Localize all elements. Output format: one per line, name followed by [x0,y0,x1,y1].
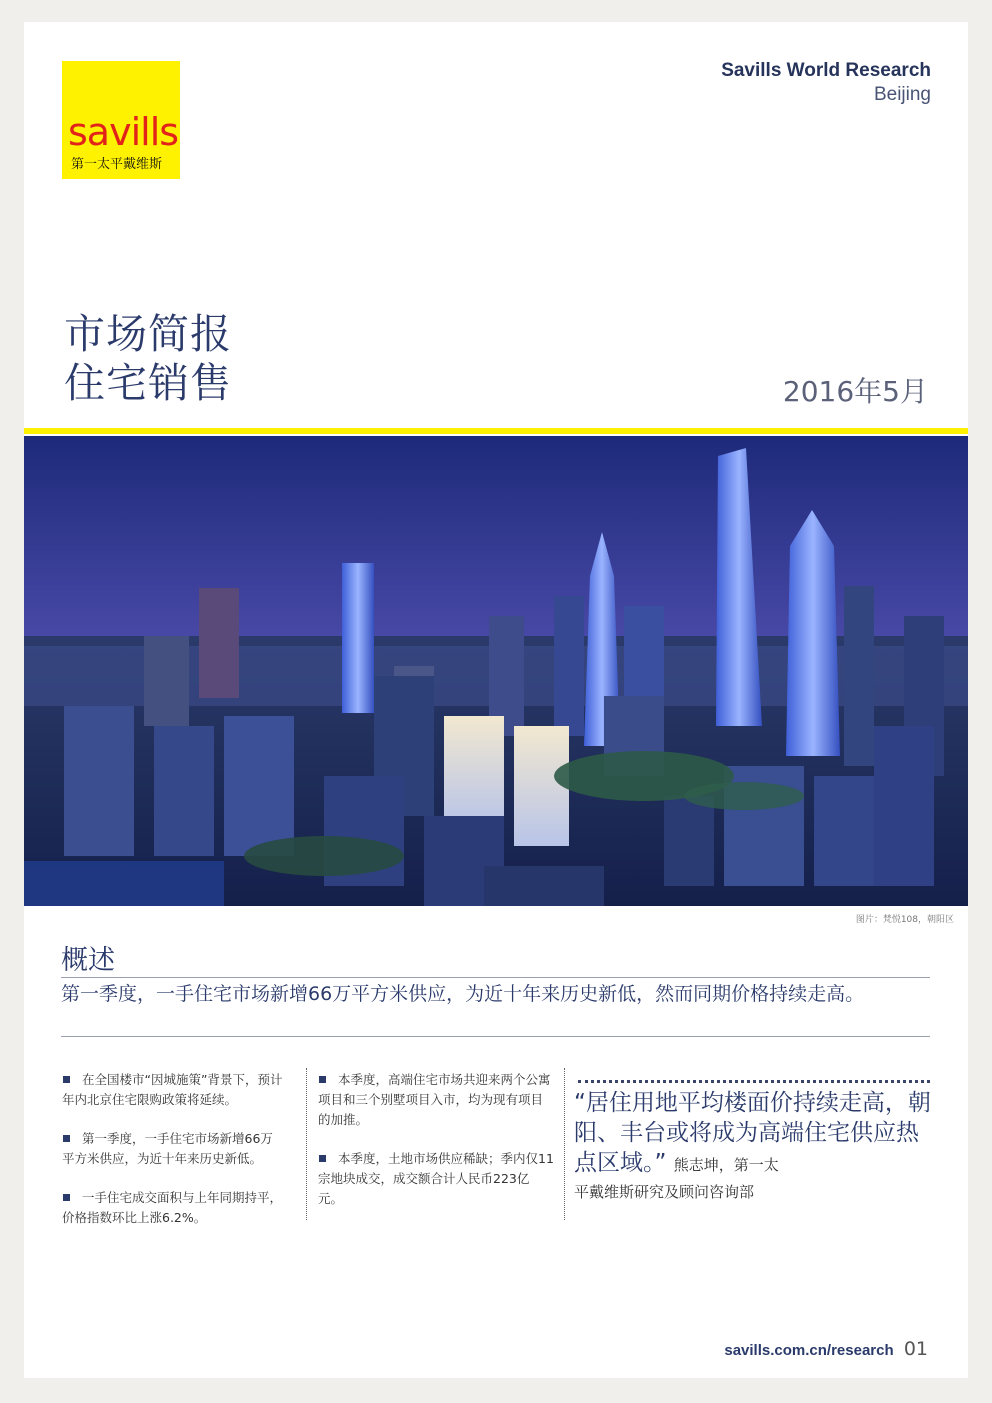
bullet-item: 本季度，土地市场供应稀缺；季内仅11宗地块成交，成交额合计人民币223亿元。 [318,1151,554,1206]
bullet-square-icon [319,1076,326,1083]
overview-heading: 概述 [61,945,115,976]
footer-url-link[interactable]: savills.com.cn/research [724,1342,894,1359]
bullet-square-icon [63,1076,70,1083]
skyline-illustration [24,436,968,906]
page-number: 01 [903,1338,928,1360]
bullet-square-icon [319,1155,326,1162]
bullet-item: 本季度，高端住宅市场共迎来两个公寓项目和三个别墅项目入市，均为现有项目的加推。 [318,1072,551,1127]
logo-wordmark: savills [68,110,179,154]
bullet-item: 一手住宅成交面积与上年同期持平，价格指数环比上涨6.2%。 [62,1190,283,1225]
bullets-left-column [62,1070,284,1247]
bullet-square-icon [63,1194,70,1201]
page [24,22,968,1378]
bullet-item: 在全国楼市“因城施策”背景下，预计年内北京住宅限购政策将延续。 [62,1072,283,1107]
bullets-mid-column [318,1070,554,1228]
bullet-item: 第一季度，一手住宅市场新增66万平方米供应，为近十年来历史新低。 [62,1131,273,1166]
report-title-line1: 市场简报 [64,310,232,358]
pull-quote [574,1088,934,1204]
quote-dotted-rule [578,1080,930,1083]
overview-rule-top [61,977,930,978]
quote-text: “居住用地平均楼面价持续走高，朝阳、丰台或将成为高端住宅供应热点区域。” [574,1090,931,1176]
publisher-block [721,59,931,107]
page-footer [724,1338,928,1360]
report-date: 2016年5月 [782,375,928,408]
publisher-name: Savills World Research [721,60,931,81]
report-title [64,310,232,408]
quote-attribution-line2: 平戴维斯研究及顾问咨询部 [574,1183,755,1201]
quote-attribution: 熊志坤，第一太 [673,1156,779,1174]
overview-summary: 第一季度，一手住宅市场新增66万平方米供应，为近十年来历史新低，然而同期价格持续走高。 [61,983,865,1005]
publisher-city: Beijing [873,84,931,105]
report-title-line2: 住宅销售 [64,359,232,407]
cover-photo [24,436,968,906]
overview-rule-bottom [61,1036,930,1037]
column-divider [306,1068,307,1220]
bullet-square-icon [63,1135,70,1142]
photo-caption: 图片：梵悦108，朝阳区 [855,915,954,925]
yellow-divider [24,428,968,434]
savills-logo[interactable] [62,61,180,179]
column-divider [564,1068,565,1220]
logo-subtitle: 第一太平戴维斯 [71,157,163,172]
